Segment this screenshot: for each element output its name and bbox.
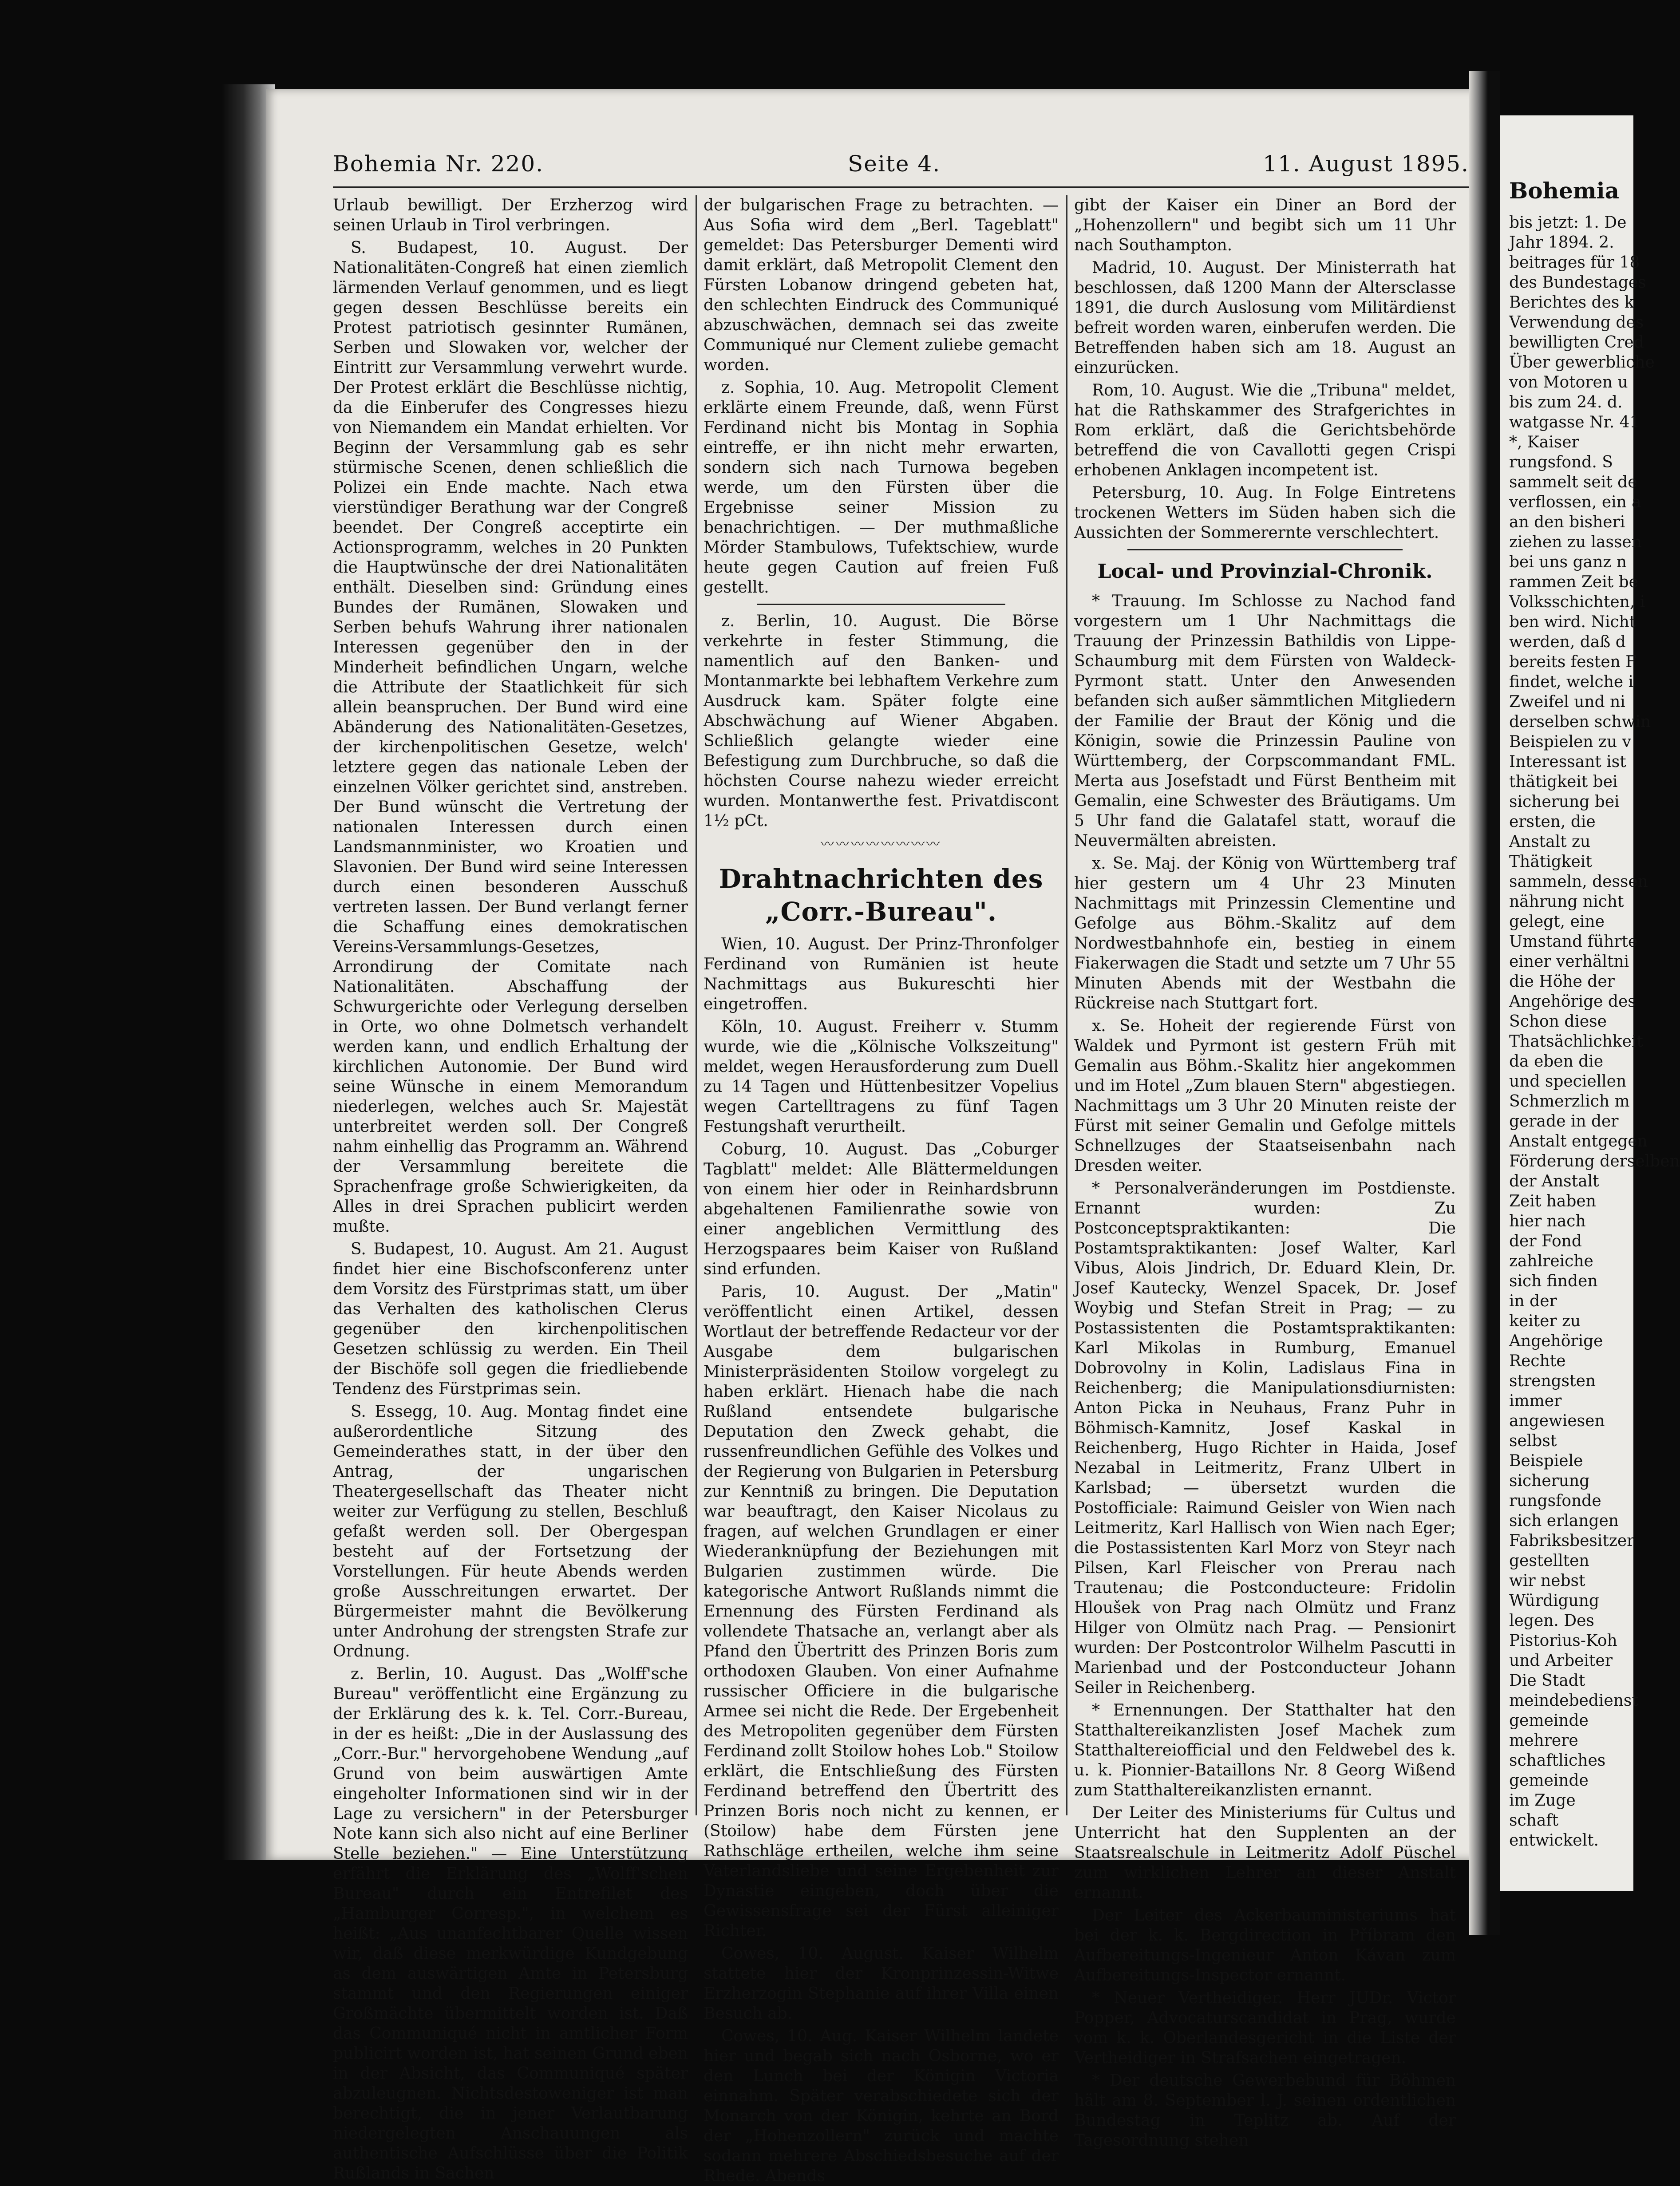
adjacent-page-line: gelegt, eine [1509,913,1605,931]
article-koeln: Köln, 10. August. Freiherr v. Stumm wurde, wie die „Kölnische Volkszeitung" meldet, wegen Herausforderung zum Duell zu 14 Tagen und Hüttenbesitzer Vopelius wegen Cartelltragens zu fünf Tagen Festungshaft verurtheilt. [704,1018,1059,1136]
adjacent-page-line: Anstalt zu [1509,833,1591,851]
adjacent-page-line: thätigkeit bei [1509,773,1618,791]
adjacent-page-line: derselben schwin [1509,713,1651,731]
adjacent-page-line: Zweifel und ni [1509,693,1625,711]
article-berlin-boerse: z. Berlin, 10. August. Die Börse verkehrte in fester Stimmung, die namentlich auf den Banken- und Montanmarkte bei lebhaftem Verkehre zum Ausdruck kam. Später folgte eine Abschwächung auf Wiener Abgaben. Schließlich gelangte wieder eine Befestigung zum Durchbruche, so daß die höchsten Course nahezu wieder erreicht wurden. Montanwerthe fest. Privatdiscont 1½ pCt. [704,612,1059,830]
adjacent-page-line: bis zum 24. d. [1509,393,1623,411]
adjacent-page-line: sich finden [1509,1272,1598,1290]
adjacent-page-line: Beispiele [1509,1452,1583,1470]
adjacent-page-line: Anstalt entgegen [1509,1132,1648,1150]
adjacent-page-line: angewiesen [1509,1412,1605,1430]
article-ernennungen: * Ernennungen. Der Statthalter hat den Statthaltereikanzlisten Josef Machek zum Statthaltereiofficial und den Feldwebel des k. u. k. Pionnier-Bataillons Nr. 8 Georg Wißend zum Statthaltereikanzlisten ernannt. [1074,1701,1456,1799]
adjacent-page-line: Zeit haben [1509,1192,1596,1210]
article-gewerbebund: * Der deutsche Gewerbebund für Böhmen hält am 8. September l. J. seinen ordentlichen Bundestag in Teplitz ab. Auf der Tagesordnung stehen [1074,2071,1456,2150]
article-vertheidiger: * Neuer Vertheidiger. Herr JUDr. Victor Popper, Advocaturscandidat in Prag, wurde vom k. k. Oberlandesgericht in die Liste der Vertheidiger in Strafsachen eingetragen. [1074,1989,1456,2067]
article-essegg: S. Essegg, 10. Aug. Montag findet eine außerordentliche Sitzung des Gemeinderathes statt, in der über den Antrag, der ungarischen Theatergesellschaft das Theater nicht weiter zur Verfügung zu stellen, Beschluß gefaßt werden soll. Der Obergespan besteht auf der Fortsetzung der Vorstellungen. Für heute Abends werden große Ausschreitungen erwartet. Der Bürgermeister mahnt die Bevölkerung unter Androhung der strengsten Strafe zur Ordnung. [333,1403,688,1660]
adjacent-page-line: Thätigkeit [1509,853,1592,871]
ornamental-divider: 〰〰〰〰〰〰〰〰 [821,837,941,852]
article-paris: Paris, 10. August. Der „Matin" veröffentlicht einen Artikel, dessen Wortlaut der betreffende Redacteur vor der Ausgabe dem bulgarischen Ministerpräsidenten Stoilow vorgelegt zu haben erklärt. Hienach habe die nach Rußland entsendete bulgarische Deputation den Zweck gehabt, die russenfreundlichen Gefühle des Volkes und der Regierung von Bulgarien in Petersburg zur Kenntniß zu bringen. Die Deputation war beauftragt, den Kaiser Nicolaus zu fragen, auf welchen Grundlagen er einer Wiederanknüpfung der Beziehungen mit Bulgarien zustimmen würde. Die kategorische Antwort Rußlands nimmt die Ernennung des Fürsten Ferdinand als vollendete Thatsache an, verlangt aber als Pfand den Übertritt des Prinzen Boris zum orthodoxen Glauben. Von einer Aufnahme russischer Officiere in die bulgarische Armee sei nicht die Rede. Der Ergebenheit des Metropoliten gegenüber dem Fürsten Ferdinand zollt Stoilow hohes Lob." Stoilow erklärt, die Entschließung des Fürsten Ferdinand betreffend den Übertritt des Prinzen Boris noch nicht zu kennen, er (Stoilow) habe dem Fürsten jene Rathschläge ertheilen, welche ihm seine Vaterlandsliebe und seine Ergebenheit zur Dynastie eingeben, doch über die Gewissensfrage sei der Fürst alleiniger Richter. [704,1283,1059,1940]
adjacent-page-line: rungsfond. S [1509,453,1613,471]
adjacent-page-line: entwickelt. [1509,1831,1599,1850]
adjacent-page-line: einer verhältni [1509,953,1629,971]
adjacent-page-line: ziehen zu lassen [1509,533,1642,551]
adjacent-page-line: schaftliches [1509,1751,1606,1770]
page-header [333,151,1469,182]
adjacent-page-line: sammeln, dessen [1509,873,1648,891]
article-petersburg: Petersburg, 10. Aug. In Folge Eintretens trockenen Wetters im Süden haben sich die Aussichten der Sommerernte verschlechtert. [1074,484,1456,542]
separator-rule [1127,549,1403,550]
article-madrid: Madrid, 10. August. Der Ministerrath hat beschlossen, daß 1200 Mann der Altersclasse 1891, die durch Auslosung vom Militärdienst befreit worden waren, einberufen werden. Die Betreffenden haben sich am 18. August an einzurücken. [1074,259,1456,377]
section-title-drahtnachrichten: Drahtnachrichten des „Corr.-Bureau". [719,864,1044,927]
adjacent-page-line: sich erlangen [1509,1512,1619,1530]
adjacent-page-line: gerade in der [1509,1112,1619,1131]
column-divider [696,195,697,1815]
adjacent-page-line: verflossen, ein a [1509,493,1641,511]
separator-rule [757,604,1005,605]
adjacent-page-line: Über gewerbliche [1509,353,1655,372]
article-rom: Rom, 10. August. Wie die „Tribuna" meldet, hat die Rathskammer des Strafgerichtes in Rom erklärt, daß die Gerichtsbehörde betreffend die von Cavallotti gegen Crispi erhobenen Anklagen incompetent ist. [1074,381,1456,479]
adjacent-page-line: beitrages für 18 [1509,253,1640,272]
adjacent-page-line: Berichtes des k [1509,293,1634,312]
article-paragraph: Urlaub bewilligt. Der Erzherzog wird seinen Urlaub in Tirol verbringen. [333,196,688,234]
adjacent-page-line: Die Stadt [1509,1672,1585,1690]
adjacent-page-line: da eben die [1509,1052,1604,1071]
adjacent-page-line: und speciellen [1509,1072,1627,1091]
adjacent-page-line: meindebedienst [1509,1692,1638,1710]
article-trauung: * Trauung. Im Schlosse zu Nachod fand vorgestern um 1 Uhr Nachmittags die Trauung der Prinzessin Bathildis von Lippe-Schaumburg mit dem Fürsten von Waldeck-Pyrmont statt. Unter den Anwesenden befanden sich außer sämmtlichen Mitgliedern der Familie der Braut der König und die Königin, sowie die Prinzessin Pauline von Württemberg, der Corpscommandant FML. Merta aus Josefstadt und Fürst Bentheim mit Gemalin, eine Schwester des Bräutigams. Um 5 Uhr fand die Galatafel statt, worauf die Neuvermälten abreisten. [1074,592,1456,850]
column-divider [1066,195,1067,1815]
adjacent-page-line: selbst [1509,1432,1557,1450]
adjacent-page-line: Angehörige [1509,1332,1603,1350]
adjacent-page-line: wir nebst [1509,1572,1585,1590]
adjacent-page-line: sicherung [1509,1472,1590,1490]
article-ackerbau: Der Leiter des Ackerbauministeriums hat bei der k. k. Bergdirection in Příbram den Aufbereitungs-Ingenieur Anton Kávan zum Aufbereitungs-Inspector ernannt. [1074,1906,1456,1984]
adjacent-page-line: bereits festen F [1509,653,1637,671]
article-cultus: Der Leiter des Ministeriums für Cultus und Unterricht hat den Supplenten an der Staatsrealschule in Leitmeritz Adolf Püschel zum wirklichen Lehrer an dieser Anstalt ernannt. [1074,1804,1456,1902]
issue-date: 11. August 1895. [1263,151,1469,177]
adjacent-page [1500,115,1680,1891]
adjacent-page-line: werden, daß d [1509,633,1626,651]
article-cowes-2: Cowes, 10. Aug. Kaiser Wilhelm landete hier und begab sich nach Osborne, wo er den Lunch bei der Königin Victoria einnahm. Später verabschiedete sich der Monarch von der Königin, kehrte an Bord der „Hohenzollern" zurück und machte sodann mehrere Abschiedsbesuche auf der Rhede. Abends [704,2027,1059,2185]
column-1 [333,195,688,2182]
adjacent-page-line: Schmerzlich m [1509,1092,1630,1111]
article-cowes-1: Cowes, 10. August. Kaiser Wilhelm stattete hier der Kronprinzessin-Witwe Erzherzogin Stephanie auf ihrer Villa einen Besuch ab. [704,1945,1059,2023]
adjacent-page-line: Würdigung [1509,1592,1599,1610]
adjacent-page-line: von Motoren u [1509,373,1628,391]
adjacent-page-line: Fabriksbesitzer [1509,1532,1635,1550]
adjacent-page-header: Bohemia [1509,178,1620,204]
adjacent-page-line: gestellten [1509,1552,1589,1570]
adjacent-page-line: Angehörige des [1509,992,1636,1011]
adjacent-page-line: Beispielen zu v [1509,733,1631,751]
adjacent-page-line: Pistorius-Koh [1509,1632,1617,1650]
adjacent-page-line: bei uns ganz n [1509,553,1627,571]
masthead-issue: Bohemia Nr. 220. [333,151,544,177]
adjacent-page-line: ersten, die [1509,813,1596,831]
adjacent-page-line: Schon diese [1509,1012,1607,1031]
article-paragraph: gibt der Kaiser ein Diner an Bord der „Hohenzollern" und begibt sich um 11 Uhr nach Southampton. [1074,196,1456,254]
article-wien: Wien, 10. August. Der Prinz-Thronfolger Ferdinand von Rumänien ist heute Nachmittags aus Bukureschti hier eingetroffen. [704,935,1059,1013]
adjacent-page-line: keiter zu [1509,1312,1581,1330]
adjacent-page-line: des Bundestages [1509,273,1646,292]
adjacent-page-line: Thatsächlichkeit [1509,1032,1643,1051]
column-3 [1074,195,1456,2150]
adjacent-page-line: hier nach [1509,1212,1586,1230]
section-title-local-chronik: Local- und Provinzial-Chronik. [1097,560,1433,583]
adjacent-page-line: bis jetzt: 1. De [1509,213,1627,232]
adjacent-page-line: gemeinde [1509,1771,1589,1790]
page-number: Seite 4. [848,151,941,177]
adjacent-page-line: im Zuge [1509,1791,1576,1810]
adjacent-page-line: rammen Zeit be [1509,573,1638,591]
adjacent-page-line: an den bisheri [1509,513,1625,531]
newspaper-page [266,89,1491,2185]
adjacent-page-line: Volksschichten, i [1509,593,1645,611]
adjacent-page-line: Jahr 1894. 2. [1509,233,1614,252]
adjacent-page-line: der Fond [1509,1232,1582,1250]
adjacent-page-line: sicherung bei [1509,793,1620,811]
adjacent-page-line: in der [1509,1292,1557,1310]
adjacent-page-line: legen. Des [1509,1612,1594,1630]
article-budapest-bishops: S. Budapest, 10. August. Am 21. August findet hier eine Bischofsconferenz unter dem Vorsitz des Fürstprimas statt, um über das Verhalten des katholischen Clerus gegenüber den kirchenpolitischen Gesetzen schlüssig zu werden. Ein Theil der Bischöfe soll gegen die friedliebende Tendenz des Fürstprimas sein. [333,1240,688,1398]
adjacent-page-line: und Arbeiter [1509,1652,1613,1670]
adjacent-page-line: watgasse Nr. 41 [1509,413,1640,431]
adjacent-page-line: ben wird. Nicht [1509,613,1636,631]
article-coburg: Coburg, 10. August. Das „Coburger Tagblatt" meldet: Alle Blättermeldungen von einem hier oder in Reinhardsbrunn abgehaltenen Familienrathe sowie von einer angeblichen Vermittlung des Herzogspaares beim Kaiser von Rußland sind erfunden. [704,1140,1059,1278]
adjacent-page-line: gemeinde [1509,1712,1589,1730]
adjacent-page-line: findet, welche i [1509,673,1634,691]
article-budapest-congress: S. Budapest, 10. August. Der Nationalitäten-Congreß hat einen ziemlich lärmenden Verlauf genommen, und es liegt gegen dessen Beschlüsse bereits ein Protest patriotisch gesinnter Rumänen, Serben und Slowaken vor, welcher der Eintritt zur Versammlung verwehrt wurde. Der Protest erklärt die Beschlüsse nichtig, da die Einberufer des Congresses hiezu von Niemandem ein Mandat erhielten. Vor Beginn der Versammlung gab es sehr stürmische Scenen, denen schließlich die Polizei ein Ende machte. Nach etwa vierstündiger Berathung war der Congreß beendet. Der Congreß acceptirte ein Actionsprogramm, welches in 20 Punkten die Hauptwünsche der drei Nationalitäten enthält. Dieselben sind: Gründung eines Bundes der Rumänen, Slowaken und Serben behufs Wahrung ihrer nationalen Interessen gegenüber den in der Minderheit befindlichen Ungarn, welche die Attribute der Staatlichkeit für sich allein beanspruchen. Der Bund wird eine Abänderung des Nationalitäten-Gesetzes, der kirchenpolitischen Gesetze, welch' letztere gegen das nationale Leben der einzelnen Völker gerichtet sind, anstreben. Der Bund wünscht die Vertretung der nationalen Interessen durch einen Landsmannminister, wo Kroatien und Slavonien. Der Bund wird seine Interessen durch einen besonderen Ausschuß vertreten lassen. Der Bund verlangt ferner die Schaffung eines demokratischen Vereins-Versammlungs-Gesetzes, Arrondirung der Comitate nach Nationalitäten. Abschaffung der Schwurgerichte oder Verlegung derselben in Orte, wo ohne Dolmetsch verhandelt werden kann, und endlich Erhaltung der kirchlichen Autonomie. Der Bund wird seine Wünsche in einem Memorandum niederlegen, welches auch Sr. Majestät unterbreitet werden soll. Der Congreß nahm einhellig das Programm an. Während der Versammlung bereitete die Sprachenfrage große Schwierigkeiten, da Alles in drei Sprachen publicirt werden mußte. [333,239,688,1236]
adjacent-page-line: schaft [1509,1811,1559,1830]
adjacent-page-line: rungsfonde [1509,1492,1601,1510]
adjacent-page-text [1500,204,1680,1850]
adjacent-page-line: die Höhe der [1509,972,1615,991]
adjacent-page-line: Umstand führte [1509,933,1638,951]
article-sophia: z. Sophia, 10. Aug. Metropolit Clement erklärte einem Freunde, daß, wenn Fürst Ferdinand nicht bis Montag in Sophia eintreffe, er ihn nicht mehr erwarten, sondern sich nach Turnowa begeben werde, um den Fürsten über die Ergebnisse seiner Mission zu benachrichtigen. — Der muthmaßliche Mörder Stambulows, Tufektschiew, wurde heute gegen Caution auf freien Fuß gestellt. [704,379,1059,597]
header-rule [333,186,1469,188]
adjacent-page-line: zahlreiche [1509,1252,1593,1270]
article-berlin-wolff: z. Berlin, 10. August. Das „Wolff'sche Bureau" veröffentlicht eine Ergänzung zu der Erklärung des k. k. Tel. Corr.-Bureau, in der es heißt: „Die in der Auslassung des „Corr.-Bur." hervorgehobene Wendung „auf Grund von beim auswärtigen Amte eingeholter Informationen sind wir in der Lage zu versichern" in der Petersburger Note kann sich also nicht auf eine Berliner Stelle beziehen." — Eine Unterstützung erfährt die Erklärung des „Wolff'schen Bureau" durch ein Entrefilet des „Hamburger Corresp.", in welchem es heißt: „Aus unanfechtbarer Quelle wissen wir, daß diese merkwürdige Kundgebung as dem auswärtigen Amte in Petersburg stammt und den Regierungen einiger Großmächte übermittelt worden ist. Daß das Communiqué nicht in amtlicher Form publicirt worden ist, hat seinen Grund eben in der Absicht, das Communiqué später abzuleugnen. Nichtsdestoweniger ist man berechtigt, die in jener Verlautbarung niedergelegten Anschauungen als authentische Aufschlüsse über die Politik Rußlands in Sachen [333,1665,688,2182]
adjacent-page-line: Verwendung des [1509,313,1644,332]
article-paragraph: der bulgarischen Frage zu betrachten. — Aus Sofia wird dem „Berl. Tageblatt" gemeldet: Das Petersburger Dementi wird damit erklärt, daß Metropolit Clement den Fürsten Lobanow dringend gebeten hat, den schlechten Eindruck des Communiqué abzuschwächen, demnach sei das zweite Communiqué nur Clement zuliebe gemacht worden. [704,196,1059,374]
adjacent-page-line: Interessant ist [1509,753,1626,771]
adjacent-page-line: Förderung derselben [1509,1152,1680,1170]
adjacent-page-line: *, Kaiser [1509,433,1579,451]
adjacent-page-line: immer [1509,1392,1562,1410]
article-koenig-wuerttemberg: x. Se. Maj. der König von Württemberg traf hier gestern um 4 Uhr 23 Minuten Nachmittags mit Prinzessin Clementine und Gefolge aus Böhm.-Skalitz auf dem Nordwestbahnhofe ein, bestieg in einem Fiakerwagen die Stadt und setzte um 7 Uhr 55 Minuten Abends mit der Westbahn die Rückreise nach Stuttgart fort. [1074,854,1456,1012]
adjacent-page-line: strengsten [1509,1372,1596,1390]
adjacent-page-line: mehrere [1509,1731,1578,1750]
column-2 [704,195,1059,2185]
article-postdienst: * Personalveränderungen im Postdienste. Ernannt wurden: Zu Postconceptspraktikanten: Die Postamtspraktikanten: Josef Walter, Karl Vibus, Alois Jindrich, Dr. Eduard Klein, Dr. Josef Kautecky, Wenzel Spacek, Dr. Josef Woybig und Stefan Streit in Prag; — zu Postassistenten die Postamtspraktikanten: Karl Mikolas in Rumburg, Emanuel Dobrovolny in Kolin, Ladislaus Fina in Reichenberg; die Manipulationsdiurnisten: Anton Picka in Neuhaus, Franz Puhr in Böhmisch-Kamnitz, Josef Kaskal in Reichenberg, Hugo Richter in Haida, Josef Nezabal in Leitmeritz, Franz Ulbert in Karlsbad; — übersetzt wurden die Postofficiale: Raimund Geisler von Wien nach Leitmeritz, Karl Hallisch von Wien nach Eger; die Postassistenten Karl Morz von Steyr nach Pilsen, Karl Fleischer von Prerau nach Trautenau; die Postconducteure: Fridolin Hloušek von Prag nach Olmütz und Franz Hilger von Olmütz nach Prag. — Pensionirt wurden: Der Postcontrolor Wilhelm Pascutti in Marienbad und der Postconducteur Johann Seiler in Reichenberg. [1074,1179,1456,1697]
adjacent-page-line: nährung nicht [1509,893,1624,911]
adjacent-page-line: Rechte [1509,1352,1566,1370]
adjacent-page-line: sammelt seit de [1509,473,1637,491]
book-spine [1469,71,1500,1935]
adjacent-page-line: der Anstalt [1509,1172,1599,1190]
adjacent-page-line: bewilligten Cred [1509,333,1644,352]
article-fuerst-waldek: x. Se. Hoheit der regierende Fürst von Waldek und Pyrmont ist gestern Früh mit Gemalin aus Böhm.-Skalitz hier angekommen und im Hotel „Zum blauen Stern" abgestiegen. Nachmittags um 3 Uhr 20 Minuten reiste der Fürst mit seiner Gemalin und Gefolge mittels Schnellzuges der Staatseisenbahn nach Dresden weiter. [1074,1017,1456,1175]
